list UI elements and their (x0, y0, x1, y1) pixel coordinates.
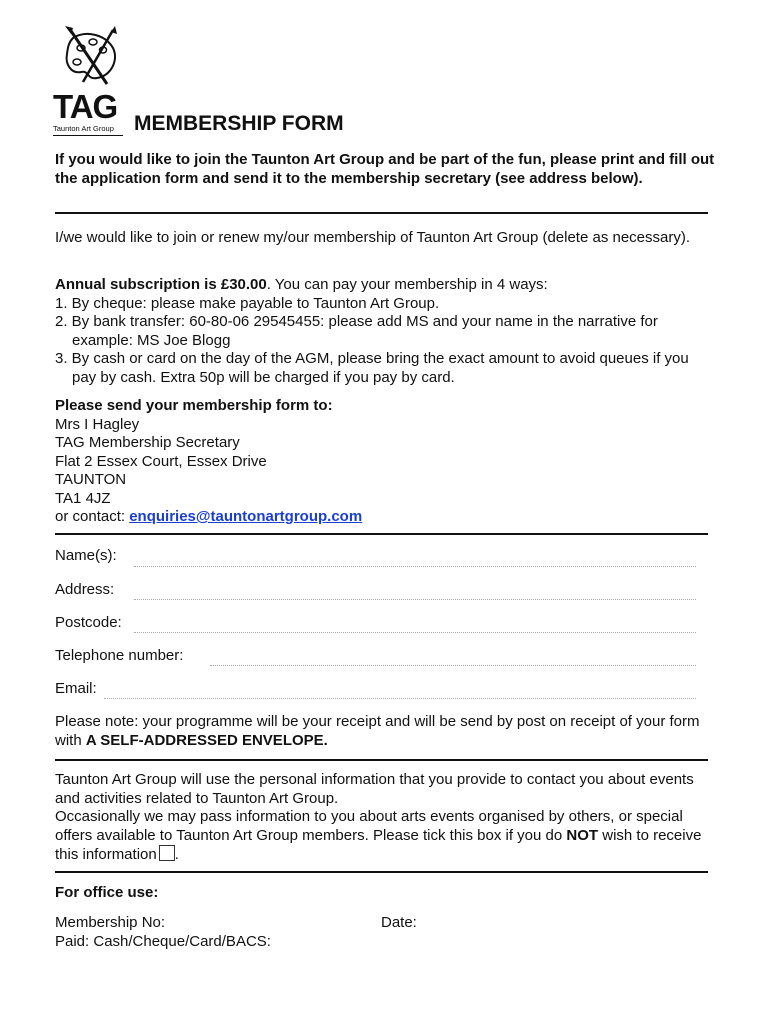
address-line: TA1 4JZ (55, 489, 111, 507)
subscription-lead-rest: . You can pay your membership in 4 ways: (266, 276, 548, 293)
divider (55, 759, 708, 761)
email-field[interactable] (104, 698, 696, 699)
logo-letters: TAG (53, 88, 118, 125)
email-label: Email: (55, 680, 97, 697)
paid-label: Paid: Cash/Cheque/Card/BACS: (55, 933, 271, 950)
names-label: Name(s): (55, 547, 117, 564)
telephone-field[interactable] (210, 665, 696, 666)
privacy-section (55, 771, 715, 865)
postcode-label: Postcode: (55, 614, 122, 631)
page-title: MEMBERSHIP FORM (134, 112, 344, 135)
contact-line (55, 508, 715, 527)
optout-checkbox[interactable] (159, 845, 175, 861)
privacy-not: NOT (566, 826, 599, 844)
contact-prefix: or contact: (55, 508, 130, 525)
subscription-lead (55, 276, 715, 295)
divider (55, 212, 708, 214)
privacy-optout-start: Occasionally we may pass information to you about arts events organised by others, or special offers available to Taunton Art Group members. Please tick this box if you do (55, 808, 683, 844)
address-line: TAG Membership Secretary (55, 434, 240, 451)
palette-brushes-icon (59, 24, 123, 90)
intro-text: If you would like to join the Taunton Art Group and be part of the fun, please print and fill out the application form and send it to the membership secretary (see address below). (55, 151, 715, 187)
privacy-optout-text (55, 808, 715, 865)
address-field[interactable] (134, 599, 696, 600)
subscription-section (55, 276, 715, 387)
telephone-label: Telephone number: (55, 647, 184, 664)
logo-subtitle: Taunton Art Group (53, 124, 114, 133)
receipt-note-text: Please note: your programme will be your receipt and will be send by post on receipt of your form with (55, 713, 700, 749)
send-to-section (55, 397, 715, 527)
payment-way: 1. By cheque: please make payable to Taunton Art Group. (55, 294, 440, 312)
divider (55, 533, 708, 535)
address-line: TAUNTON (55, 471, 127, 488)
payment-way: 3. By cash or card on the day of the AGM, please bring the exact amount to avoid queues if you pay by cash. Extra 50p will be charged if you pay by card. (55, 350, 689, 386)
privacy-optout-end: wish to receive this information (55, 826, 702, 863)
divider (55, 871, 708, 873)
payment-way: 2. By bank transfer: 60-80-06 29545455: please add MS and your name in the narrative for example: MS Joe Blogg (55, 313, 658, 349)
date-label: Date: (381, 914, 417, 931)
postcode-field[interactable] (134, 632, 696, 633)
names-field[interactable] (134, 566, 696, 567)
logo-underline (53, 135, 123, 136)
send-to-heading: Please send your membership form to: (55, 397, 333, 414)
membership-no-label: Membership No: (55, 914, 166, 931)
privacy-text: Taunton Art Group will use the personal information that you provide to contact you about events and activities related to Taunton Art Group. (55, 771, 694, 807)
office-use-heading: For office use: (55, 884, 159, 901)
email-link[interactable]: enquiries@tauntonartgroup.com (129, 508, 363, 525)
address-line: Flat 2 Essex Court, Essex Drive (55, 452, 267, 470)
tag-logo (53, 24, 125, 132)
receipt-note (55, 713, 715, 750)
receipt-note-bold: A SELF-ADDRESSED ENVELOPE. (85, 731, 328, 749)
join-text: I/we would like to join or renew my/our membership of Taunton Art Group (delete as necessary). (55, 229, 691, 246)
payment-ways-list (55, 295, 715, 388)
subscription-amount: Annual subscription is £30.00 (55, 276, 267, 293)
address-label: Address: (55, 581, 115, 598)
privacy-period: . (174, 846, 179, 863)
address-line: Mrs I Hagley (55, 415, 140, 433)
